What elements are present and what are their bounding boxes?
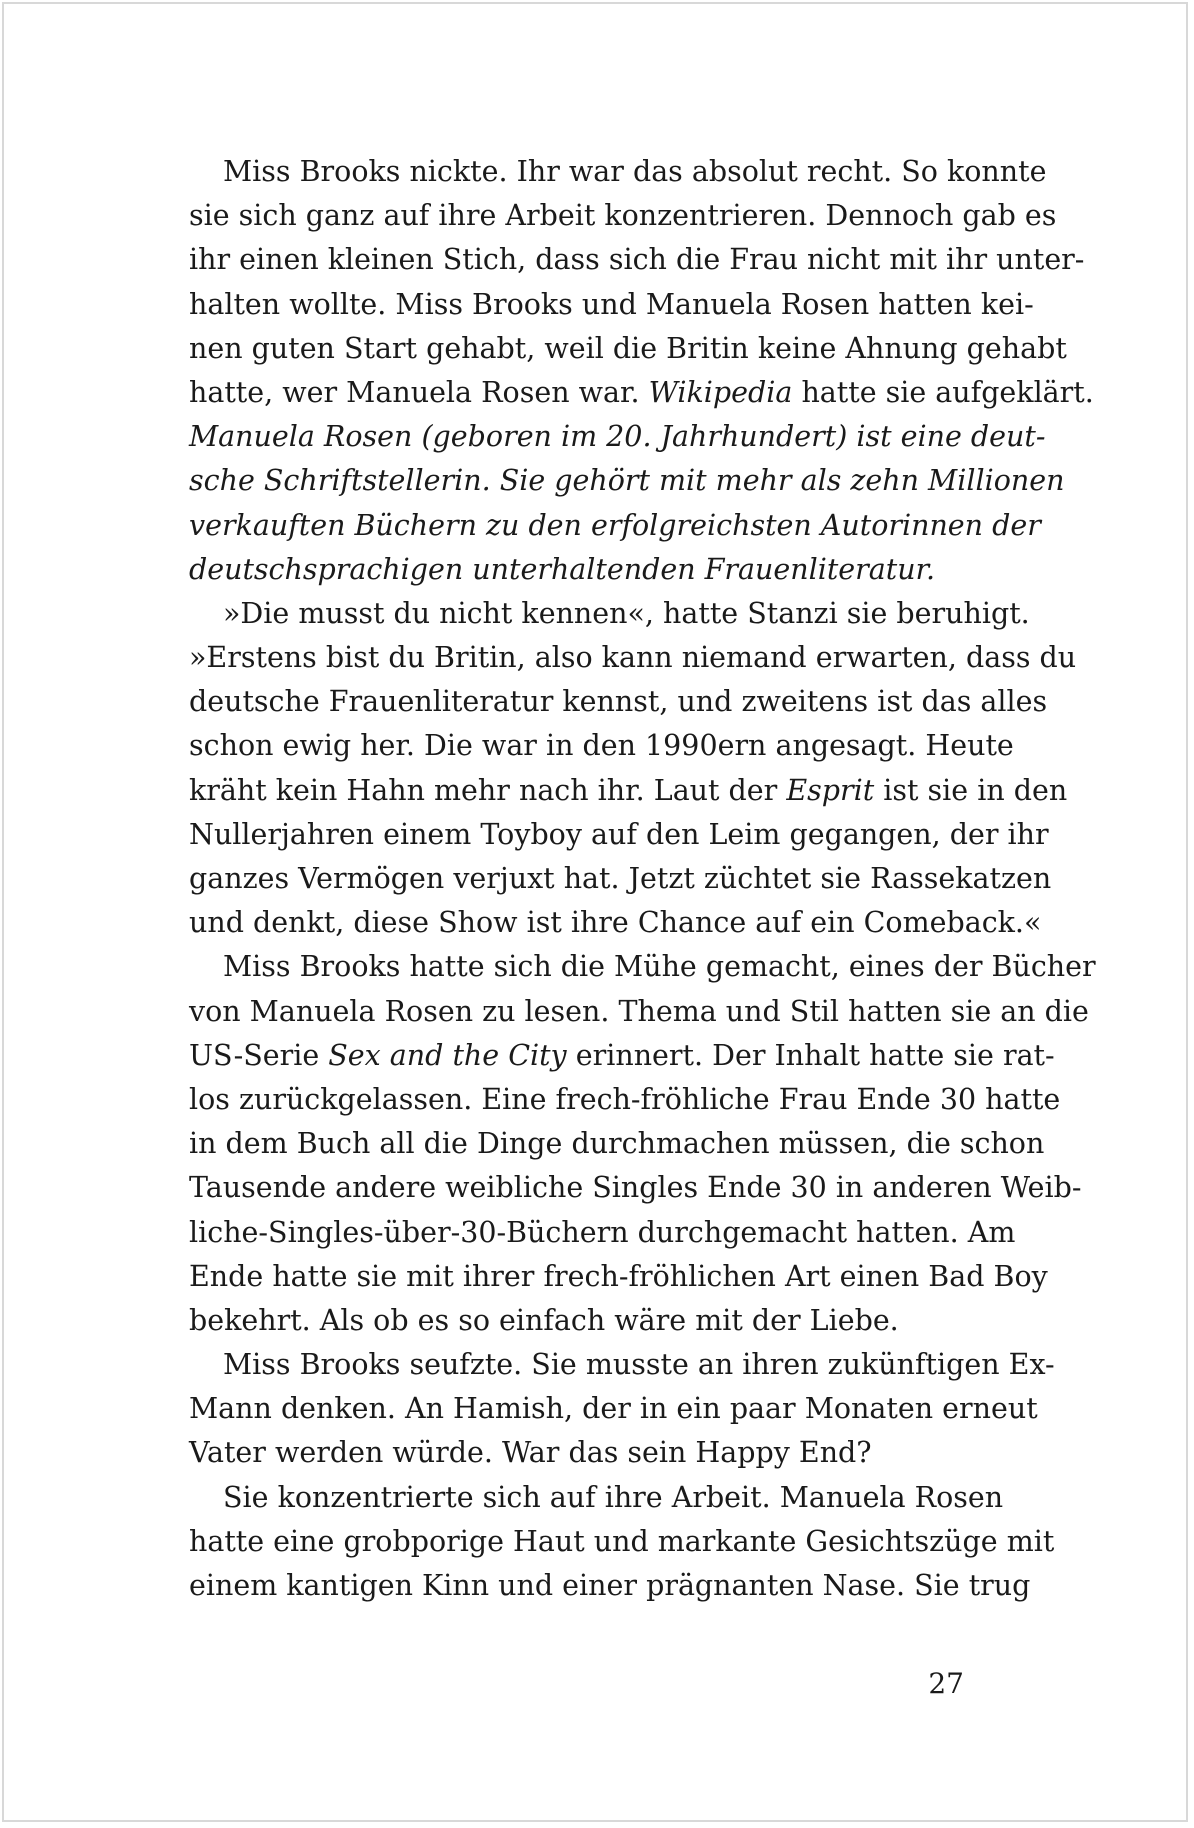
text-line: Vater werden würde. War das sein Happy End? [189, 1436, 872, 1470]
text-line: bekehrt. Als ob es so einfach wäre mit der Liebe. [189, 1303, 899, 1337]
italic-title: Esprit [786, 773, 875, 807]
paragraph-4 [189, 1343, 1055, 1476]
text-line: los zurückgelassen. Eine frech-fröhliche Frau Ende 30 hatte [189, 1082, 1061, 1116]
text-line: ihr einen kleinen Stich, dass sich die Frau nicht mit ihr unter- [189, 243, 1085, 277]
text-line: von Manuela Rosen zu lesen. Thema und Stil hatten sie an die [189, 994, 1089, 1028]
text-line: hatte, wer Manuela Rosen war. Wikipedia hatte sie aufgeklärt. [189, 375, 1094, 409]
text-line: Miss Brooks nickte. Ihr war das absolut recht. So konnte [223, 155, 1047, 188]
text-line: Nullerjahren einem Toyboy auf den Leim gegangen, der ihr [189, 817, 1049, 851]
text-line: Miss Brooks seufzte. Sie musste an ihren zukünftigen Ex- [223, 1348, 1055, 1382]
text-line: Tausende andere weibliche Singles Ende 30 in anderen Weib- [189, 1171, 1082, 1205]
paragraph-5 [189, 1476, 1055, 1609]
text-line: einem kantigen Kinn und einer prägnanten Nase. Sie trug [189, 1569, 1031, 1602]
quote-line: deutschsprachigen unterhaltenden Frauenliteratur. [189, 552, 936, 586]
text-line: »Die musst du nicht kennen«, hatte Stanzi sie beruhigt. [223, 596, 1030, 630]
text-line: kräht kein Hahn mehr nach ihr. Laut der Esprit ist sie in den [189, 773, 1068, 807]
body-text [189, 150, 1096, 1608]
text-line: Sie konzentrierte sich auf ihre Arbeit. Manuela Rosen [223, 1480, 1004, 1514]
text-line: nen guten Start gehabt, weil die Britin keine Ahnung gehabt [189, 331, 1067, 365]
text-line: und denkt, diese Show ist ihre Chance auf ein Comeback.« [189, 906, 1042, 940]
text-line: in dem Buch all die Dinge durchmachen müssen, die schon [189, 1127, 1045, 1161]
text-line: »Erstens bist du Britin, also kann niemand erwarten, dass du [189, 641, 1077, 675]
paragraph-1 [189, 150, 1094, 592]
quote-line: verkauften Büchern zu den erfolgreichsten Autorinnen der [189, 508, 1041, 542]
paragraph-2 [189, 592, 1077, 946]
quote-line: Manuela Rosen (geboren im 20. Jahrhundert) ist eine deut- [189, 420, 1046, 454]
page-number: 27 [928, 1667, 964, 1700]
text-line: Ende hatte sie mit ihrer frech-fröhlichen Art einen Bad Boy [189, 1259, 1048, 1293]
text-line: sie sich ganz auf ihre Arbeit konzentrieren. Dennoch gab es [189, 199, 1057, 233]
quote-line: sche Schriftstellerin. Sie gehört mit mehr als zehn Millionen [189, 464, 1065, 498]
text-line: halten wollte. Miss Brooks und Manuela Rosen hatten kei- [189, 287, 1034, 321]
text-line: US-Serie Sex and the City erinnert. Der Inhalt hatte sie rat- [189, 1038, 1055, 1072]
text-line: Miss Brooks hatte sich die Mühe gemacht, eines der Bücher [223, 950, 1096, 984]
text-line: Mann denken. An Hamish, der in ein paar Monaten erneut [189, 1392, 1038, 1426]
text-line: schon ewig her. Die war in den 1990ern angesagt. Heute [189, 729, 1014, 763]
italic-title: Sex and the City [328, 1038, 567, 1072]
text-line: deutsche Frauenliteratur kennst, und zweitens ist das alles [189, 685, 1048, 719]
text-line: ganzes Vermögen verjuxt hat. Jetzt züchtet sie Rassekatzen [189, 862, 1052, 895]
paragraph-3 [189, 945, 1096, 1343]
text-line: hatte eine grobporige Haut und markante Gesichtszüge mit [189, 1524, 1055, 1558]
italic-title: Wikipedia [648, 375, 793, 409]
text-line: liche-Singles-über-30-Büchern durchgemacht hatten. Am [189, 1215, 1016, 1249]
book-page [2, 2, 1188, 1822]
